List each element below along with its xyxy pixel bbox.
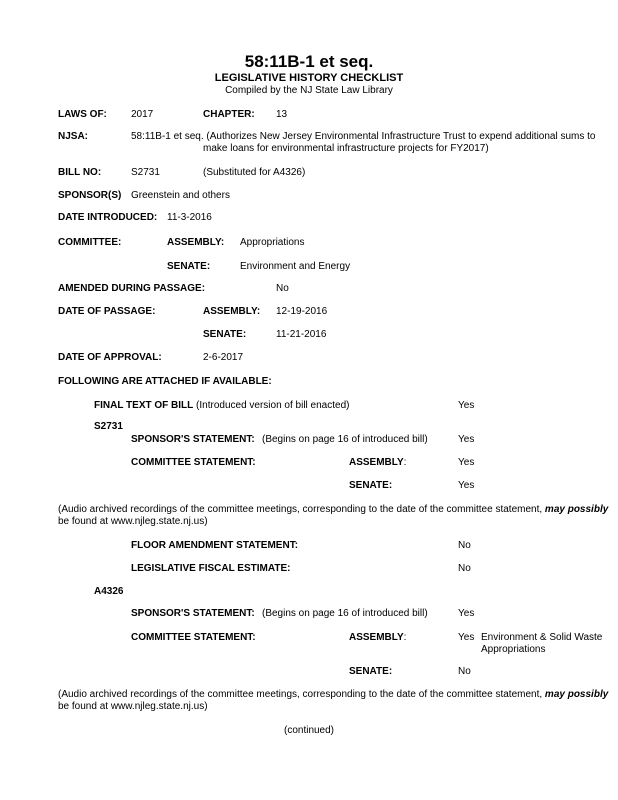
a4326-senate-label: SENATE: bbox=[349, 666, 393, 677]
a4326-assembly-label: ASSEMBLY bbox=[349, 632, 404, 643]
njsa-label: NJSA: bbox=[58, 131, 89, 142]
a4326-senate-value: No bbox=[458, 666, 471, 677]
a4326-audio-note-line-1: (Audio archived recordings of the committee meetings, corresponding to the date of the committee statement, may possibly bbox=[58, 689, 609, 700]
final-text-note: (Introduced version of bill enacted) bbox=[193, 400, 350, 411]
s2731-audio-note-line-1: (Audio archived recordings of the committee meetings, corresponding to the date of the committee statement, may possibly bbox=[58, 504, 609, 515]
page-subtitle: LEGISLATIVE HISTORY CHECKLIST bbox=[214, 72, 404, 84]
date-introduced-label: DATE INTRODUCED: bbox=[58, 212, 158, 223]
substituted-note: (Substituted for A4326) bbox=[203, 167, 306, 178]
amended-value: No bbox=[276, 283, 289, 294]
passage-assembly-value: 12-19-2016 bbox=[276, 306, 328, 317]
final-text-label: FINAL TEXT OF BILL bbox=[94, 400, 194, 411]
a4326-assembly-colon: : bbox=[403, 632, 407, 643]
passage-senate-value: 11-21-2016 bbox=[276, 329, 327, 340]
laws-of-value: 2017 bbox=[131, 109, 154, 120]
a4326-audio-note-line-2: be found at www.njleg.state.nj.us) bbox=[58, 701, 208, 712]
approval-value: 2-6-2017 bbox=[203, 352, 244, 363]
njsa-line-2: make loans for environmental infrastructure projects for FY2017) bbox=[203, 143, 489, 154]
s2731-sponsor-value: Yes bbox=[458, 434, 475, 445]
chapter-value: 13 bbox=[276, 109, 288, 120]
s2731-assembly-colon: : bbox=[403, 457, 407, 468]
compiled-by: Compiled by the NJ State Law Library bbox=[225, 85, 393, 96]
s2731-sponsor-label: SPONSOR'S STATEMENT: bbox=[131, 434, 255, 445]
bill-no-value: S2731 bbox=[131, 167, 160, 178]
approval-label: DATE OF APPROVAL: bbox=[58, 352, 162, 363]
committee-senate-value: Environment and Energy bbox=[240, 261, 351, 272]
committee-senate-label: SENATE: bbox=[167, 261, 211, 272]
s2731-assembly-row bbox=[349, 457, 406, 469]
laws-of-label: LAWS OF: bbox=[58, 109, 107, 120]
may-possibly-emphasis: may possibly bbox=[544, 689, 609, 700]
a4326-assembly-committee-1: Environment & Solid Waste bbox=[481, 632, 603, 643]
s2731-sponsor-note: (Begins on page 16 of introduced bill) bbox=[262, 434, 428, 445]
s2731-senate-value: Yes bbox=[458, 480, 475, 491]
final-text-value: Yes bbox=[458, 400, 475, 411]
bill-no-label: BILL NO: bbox=[58, 167, 102, 178]
continued-note: (continued) bbox=[283, 725, 335, 736]
s2731-audio-note-line-2: be found at www.njleg.state.nj.us) bbox=[58, 516, 208, 527]
s2731-assembly-label: ASSEMBLY bbox=[349, 457, 404, 468]
passage-assembly-label: ASSEMBLY: bbox=[203, 306, 261, 317]
page-title: 58:11B-1 et seq. bbox=[244, 52, 374, 71]
s2731-assembly-value: Yes bbox=[458, 457, 475, 468]
may-possibly-emphasis: may possibly bbox=[544, 504, 609, 515]
fiscal-estimate-label: LEGISLATIVE FISCAL ESTIMATE: bbox=[131, 563, 291, 574]
committee-assembly-label: ASSEMBLY: bbox=[167, 237, 225, 248]
s2731-committee-label: COMMITTEE STATEMENT: bbox=[131, 457, 256, 468]
committee-assembly-value: Appropriations bbox=[240, 237, 305, 248]
date-introduced-value: 11-3-2016 bbox=[167, 212, 212, 223]
sponsors-value: Greenstein and others bbox=[131, 190, 230, 201]
a4326-sponsor-note: (Begins on page 16 of introduced bill) bbox=[262, 608, 428, 619]
njsa-line-1: 58:11B-1 et seq. (Authorizes New Jersey Environmental Infrastructure Trust to expend additional sums to bbox=[131, 131, 596, 142]
a4326-assembly-row bbox=[349, 632, 406, 644]
a4326-sponsor-value: Yes bbox=[458, 608, 475, 619]
a4326-sponsor-label: SPONSOR'S STATEMENT: bbox=[131, 608, 255, 619]
sponsors-label: SPONSOR(S) bbox=[58, 190, 122, 201]
committee-label: COMMITTEE: bbox=[58, 237, 122, 248]
s2731-senate-label: SENATE: bbox=[349, 480, 393, 491]
a4326-assembly-value: Yes bbox=[458, 632, 475, 643]
floor-amendment-label: FLOOR AMENDMENT STATEMENT: bbox=[131, 540, 299, 551]
passage-label: DATE OF PASSAGE: bbox=[58, 306, 156, 317]
final-text-row bbox=[94, 400, 349, 412]
a4326-committee-label: COMMITTEE STATEMENT: bbox=[131, 632, 256, 643]
passage-senate-label: SENATE: bbox=[203, 329, 247, 340]
a4326-assembly-committee-2: Appropriations bbox=[481, 644, 546, 655]
a4326-heading: A4326 bbox=[94, 586, 124, 597]
attached-heading: FOLLOWING ARE ATTACHED IF AVAILABLE: bbox=[58, 376, 272, 387]
floor-amendment-value: No bbox=[458, 540, 471, 551]
s2731-heading: S2731 bbox=[94, 421, 123, 432]
chapter-label: CHAPTER: bbox=[203, 109, 255, 120]
amended-label: AMENDED DURING PASSAGE: bbox=[58, 283, 206, 294]
fiscal-estimate-value: No bbox=[458, 563, 471, 574]
